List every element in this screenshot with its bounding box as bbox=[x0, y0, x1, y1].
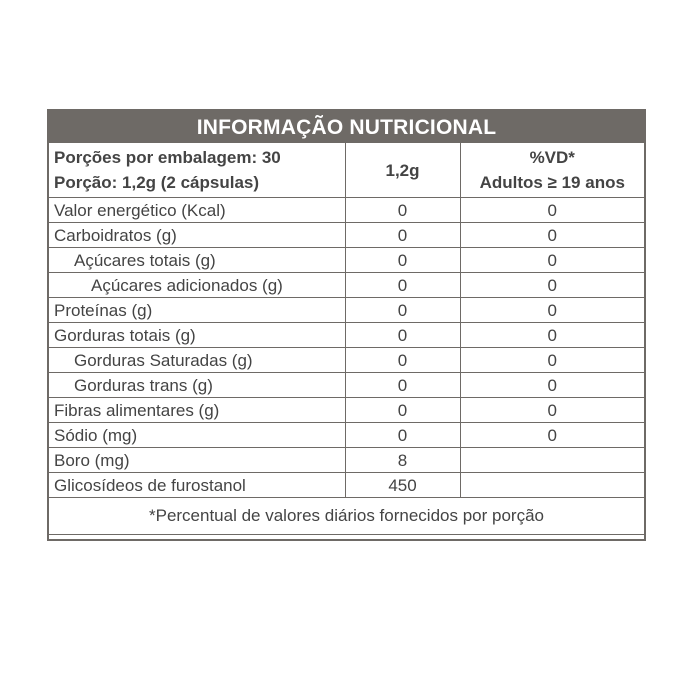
table-row bbox=[49, 473, 644, 498]
nutrient-daily-value: 0 bbox=[460, 373, 644, 398]
table-row bbox=[49, 198, 644, 223]
table-row bbox=[49, 373, 644, 398]
table-row bbox=[49, 223, 644, 248]
table-row bbox=[49, 298, 644, 323]
nutrient-daily-value: 0 bbox=[460, 398, 644, 423]
nutrient-name: Glicosídeos de furostanol bbox=[49, 473, 345, 498]
nutrient-amount: 0 bbox=[345, 423, 460, 448]
daily-value-sublabel: Adultos ≥ 19 anos bbox=[479, 173, 625, 192]
nutrient-name: Carboidratos (g) bbox=[49, 223, 345, 248]
table-row bbox=[49, 248, 644, 273]
nutrient-amount: 0 bbox=[345, 273, 460, 298]
nutrient-daily-value: 0 bbox=[460, 348, 644, 373]
nutrient-name: Gorduras Saturadas (g) bbox=[49, 348, 345, 373]
nutrient-daily-value bbox=[460, 448, 644, 473]
nutrient-amount: 450 bbox=[345, 473, 460, 498]
nutrient-daily-value: 0 bbox=[460, 223, 644, 248]
nutrient-amount: 0 bbox=[345, 248, 460, 273]
nutrient-daily-value: 0 bbox=[460, 323, 644, 348]
nutrient-amount: 0 bbox=[345, 398, 460, 423]
table-row bbox=[49, 348, 644, 373]
nutrient-daily-value: 0 bbox=[460, 423, 644, 448]
nutrient-amount: 0 bbox=[345, 323, 460, 348]
nutrition-facts-panel bbox=[47, 109, 646, 541]
nutrient-daily-value: 0 bbox=[460, 273, 644, 298]
nutrient-name: Boro (mg) bbox=[49, 448, 345, 473]
nutrient-name: Fibras alimentares (g) bbox=[49, 398, 345, 423]
daily-value-header bbox=[460, 143, 644, 198]
serving-amount-header: 1,2g bbox=[345, 143, 460, 198]
nutrient-name: Gorduras totais (g) bbox=[49, 323, 345, 348]
nutrient-name: Valor energético (Kcal) bbox=[49, 198, 345, 223]
nutrient-daily-value bbox=[460, 473, 644, 498]
nutrient-amount: 0 bbox=[345, 223, 460, 248]
table-row bbox=[49, 323, 644, 348]
nutrient-amount: 0 bbox=[345, 198, 460, 223]
daily-value-label: %VD* bbox=[529, 148, 575, 167]
nutrient-name: Gorduras trans (g) bbox=[49, 373, 345, 398]
footer-row bbox=[49, 498, 644, 535]
header-row bbox=[49, 143, 644, 198]
nutrient-name: Sódio (mg) bbox=[49, 423, 345, 448]
table-row bbox=[49, 273, 644, 298]
nutrient-daily-value: 0 bbox=[460, 198, 644, 223]
daily-value-footnote: *Percentual de valores diários fornecidos por porção bbox=[49, 498, 644, 535]
nutrient-amount: 0 bbox=[345, 373, 460, 398]
nutrient-name: Açúcares totais (g) bbox=[49, 248, 345, 273]
table-row bbox=[49, 398, 644, 423]
servings-per-package: Porções por embalagem: 30 bbox=[54, 148, 281, 167]
serving-info-cell bbox=[49, 143, 345, 198]
serving-size: Porção: 1,2g (2 cápsulas) bbox=[54, 173, 260, 192]
nutrient-name: Açúcares adicionados (g) bbox=[49, 273, 345, 298]
nutrient-amount: 0 bbox=[345, 348, 460, 373]
nutrition-table bbox=[49, 143, 644, 535]
nutrient-daily-value: 0 bbox=[460, 248, 644, 273]
nutrient-amount: 0 bbox=[345, 298, 460, 323]
table-row bbox=[49, 423, 644, 448]
nutrition-title: INFORMAÇÃO NUTRICIONAL bbox=[49, 111, 644, 143]
table-row bbox=[49, 448, 644, 473]
nutrient-amount: 8 bbox=[345, 448, 460, 473]
nutrient-name: Proteínas (g) bbox=[49, 298, 345, 323]
nutrient-daily-value: 0 bbox=[460, 298, 644, 323]
